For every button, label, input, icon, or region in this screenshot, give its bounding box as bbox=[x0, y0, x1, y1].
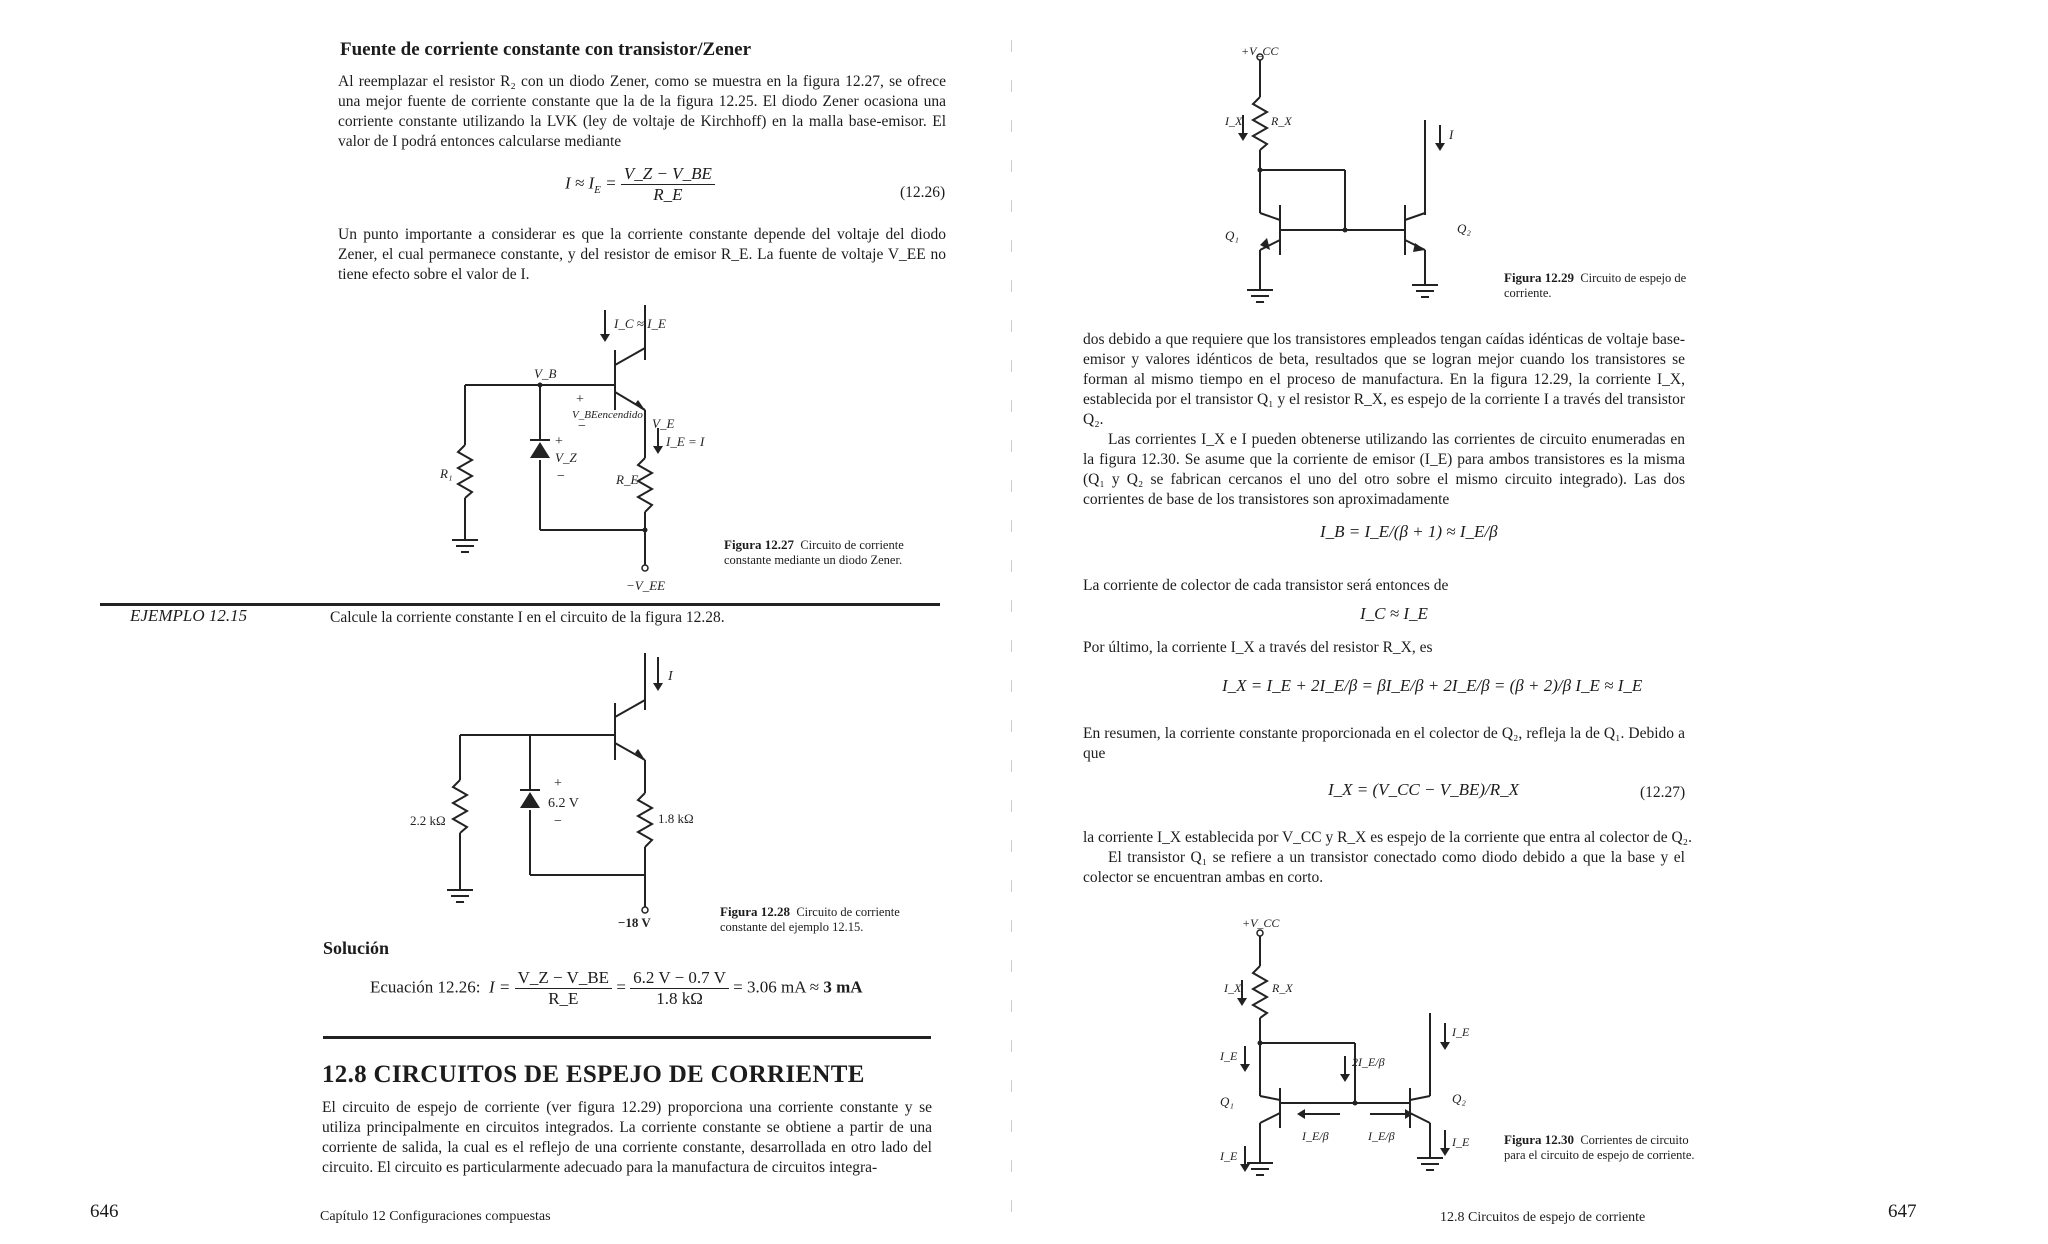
text-collector: La corriente de colector de cada transistor será entonces de bbox=[1083, 577, 1449, 594]
label-ve: V_E bbox=[652, 416, 675, 431]
text-after-equation: la corriente I_X establecida por V_CC y R_X es espejo de la corriente que entra al colector de Q₂. bbox=[1083, 829, 1692, 846]
label-vz: 6.2 V bbox=[548, 796, 579, 811]
equation-ib: I_B = I_E/(β + 1) ≈ I_E/β bbox=[1320, 522, 1498, 541]
label-rx: R_X bbox=[1271, 114, 1292, 128]
label-i: I bbox=[1449, 127, 1454, 142]
paragraph-1: dos debido a que requiere que los transistores empleados tengan caídas idénticas de voltaje base-emisor y valores idénticos de beta, resultados que se logran mejor cuando los transistores se forman al mismo tiempo en el proceso de manufactura. En la figura 12.29, la corriente I_X, establecida por el transistor Q₁ y el resistor R_X, es espejo de la corriente I a través del transistor Q₂. bbox=[1083, 331, 1685, 428]
label-q2: Q₂ bbox=[1457, 221, 1471, 236]
label-ie-bottom-left: I_E bbox=[1220, 1149, 1238, 1163]
example-text: Calcule la corriente constante I en el circuito de la figura 12.28. bbox=[330, 609, 725, 626]
label-re: 1.8 kΩ bbox=[658, 811, 694, 826]
label-ie-beta-left: I_E/β bbox=[1302, 1129, 1329, 1143]
label-rx: R_X bbox=[1272, 981, 1293, 995]
section-12-8-paragraph: El circuito de espejo de corriente (ver figura 12.29) proporciona una corriente constante y se utiliza principalmente en circuitos integrados. La corriente constante se obtiene a partir de una corriente de salida, la cual es el reflejo de una corriente constante, desarrollada en otro lado del circuito. El circuito es particularmente adecuado para la manufactura de circuitos integra- bbox=[322, 1099, 932, 1176]
label-vcc: +V_CC bbox=[1242, 918, 1280, 930]
label-plus: + bbox=[554, 776, 562, 791]
label-vb: V_B bbox=[534, 366, 557, 381]
label-ie: I_E = I bbox=[666, 434, 705, 449]
label-ie-top-right: I_E bbox=[1452, 1025, 1470, 1039]
figure-12-27-circuit bbox=[430, 300, 730, 600]
label-r1: 2.2 kΩ bbox=[410, 813, 446, 828]
equation-ic: I_C ≈ I_E bbox=[1360, 604, 1428, 623]
second-paragraph: Un punto importante a considerar es que la corriente constante depende del voltaje del diodo Zener, el cual permanece constante, y del resistor de emisor R_E. La fuente de voltaje V_EE no tiene efecto sobre el valor de I. bbox=[338, 226, 946, 283]
page-number-right: 647 bbox=[1888, 1201, 1917, 1222]
caption-figure-12-28: Figura 12.28 Circuito de corriente constante del ejemplo 12.15. bbox=[720, 904, 900, 934]
label-2ie-beta: 2I_E/β bbox=[1352, 1055, 1385, 1069]
figure-12-28-circuit bbox=[400, 645, 700, 930]
label-plus-1: + bbox=[576, 392, 584, 407]
figure-12-29-circuit bbox=[1195, 45, 1535, 310]
label-plus-2: + bbox=[555, 434, 563, 449]
label-ie-bottom-right: I_E bbox=[1452, 1135, 1470, 1149]
label-ie-top-left: I_E bbox=[1220, 1049, 1238, 1063]
footer-left: Capítulo 12 Configuraciones compuestas bbox=[320, 1209, 551, 1224]
label-q1: Q₁ bbox=[1225, 228, 1239, 243]
label-vz: V_Z bbox=[555, 450, 577, 465]
label-minus-2: − bbox=[557, 469, 565, 484]
equation-ix: I_X = I_E + 2I_E/β = βI_E/β + 2I_E/β = (β + 2)/β I_E ≈ I_E bbox=[1222, 676, 1643, 695]
label-vee: −V_EE bbox=[626, 578, 666, 593]
label-minus-1: − bbox=[578, 419, 586, 434]
label-re: R_E bbox=[616, 472, 639, 487]
page-gutter bbox=[1011, 40, 1012, 1240]
solution-title: Solución bbox=[323, 938, 390, 958]
page-number-left: 646 bbox=[90, 1201, 119, 1222]
text-finally: Por último, la corriente I_X a través del resistor R_X, es bbox=[1083, 639, 1433, 656]
caption-figure-12-29: Figura 12.29 Circuito de espejo de corriente. bbox=[1504, 270, 1687, 300]
label-q2: Q₂ bbox=[1452, 1091, 1466, 1106]
intro-paragraph: Al reemplazar el resistor R₂ con un diodo Zener, como se muestra en la figura 12.27, se ofrece una mejor fuente de corriente constante que la de la figura 12.25. El diodo Zener ocasiona una corriente constante utilizando la LVK (ley de voltaje de Kirchhoff) en la malla base-emisor. El valor de I podrá entonces calcularse mediante bbox=[338, 73, 946, 150]
label-ix: I_X bbox=[1224, 981, 1242, 995]
label-vcc: +V_CC bbox=[1241, 45, 1279, 58]
label-ie-beta-right: I_E/β bbox=[1368, 1129, 1395, 1143]
label-minus: − bbox=[554, 814, 562, 829]
label-r1: R₁ bbox=[440, 466, 453, 481]
label-vee: −18 V bbox=[618, 915, 651, 930]
paragraph-2: Las corrientes I_X e I pueden obtenerse utilizando las corrientes de circuito enumeradas en la figura 12.30. Se asume que la corriente de emisor (I_E) para ambos transistores es la misma (Q₁ y Q₂ se fabrican cercanos el uno del otro sobre el mismo circuito integrado). Las dos corrientes de base de los transistores son aproximadamente bbox=[1083, 431, 1685, 508]
label-i: I bbox=[668, 669, 673, 684]
equation-12-27: I_X = (V_CC − V_BE)/R_X bbox=[1328, 780, 1520, 799]
text-summary: En resumen, la corriente constante proporcionada en el colector de Q₂, refleja la de Q₁. Debido a que bbox=[1083, 725, 1685, 762]
example-label: EJEMPLO 12.15 bbox=[130, 606, 248, 625]
label-q1: Q₁ bbox=[1220, 1094, 1234, 1109]
solution-equation: Ecuación 12.26: I = $\frac{V\_Z - V\_BE}{R\_E}$ = $\frac{6.2 V - 0.7 V}{1.8 k\Omega}$ = 3.06 mA ≈ 3 mA bbox=[370, 968, 863, 1008]
section-title: Fuente de corriente constante con transistor/Zener bbox=[340, 39, 752, 60]
paragraph-3: El transistor Q₁ se refiere a un transistor conectado como diodo debido a que la base y el colector se encuentran ambas en corto. bbox=[1083, 849, 1685, 886]
equation-number-12-26: (12.26) bbox=[900, 184, 946, 201]
label-vbe: V_BEencendido bbox=[572, 409, 643, 421]
label-ic: I_C ≈ I_E bbox=[614, 316, 666, 331]
figure-12-30-circuit bbox=[1200, 918, 1520, 1188]
caption-figure-12-30: Figura 12.30 Corrientes de circuito para el circuito de espejo de corriente. bbox=[1504, 1132, 1695, 1162]
section-12-8-title: 12.8 CIRCUITOS DE ESPEJO DE CORRIENTE bbox=[322, 1061, 865, 1088]
example-rule-bottom bbox=[323, 1036, 931, 1039]
footer-right: 12.8 Circuitos de espejo de corriente bbox=[1440, 1210, 1646, 1225]
equation-12-26: $I \approx I_E$ = $\frac{V\_Z - V\_BE}{R\_E}$ bbox=[565, 164, 715, 205]
caption-figure-12-27: Figura 12.27 Circuito de corriente constante mediante un diodo Zener. bbox=[724, 537, 904, 567]
equation-number-12-27: (12.27) bbox=[1640, 784, 1686, 801]
label-ix: I_X bbox=[1225, 114, 1243, 128]
